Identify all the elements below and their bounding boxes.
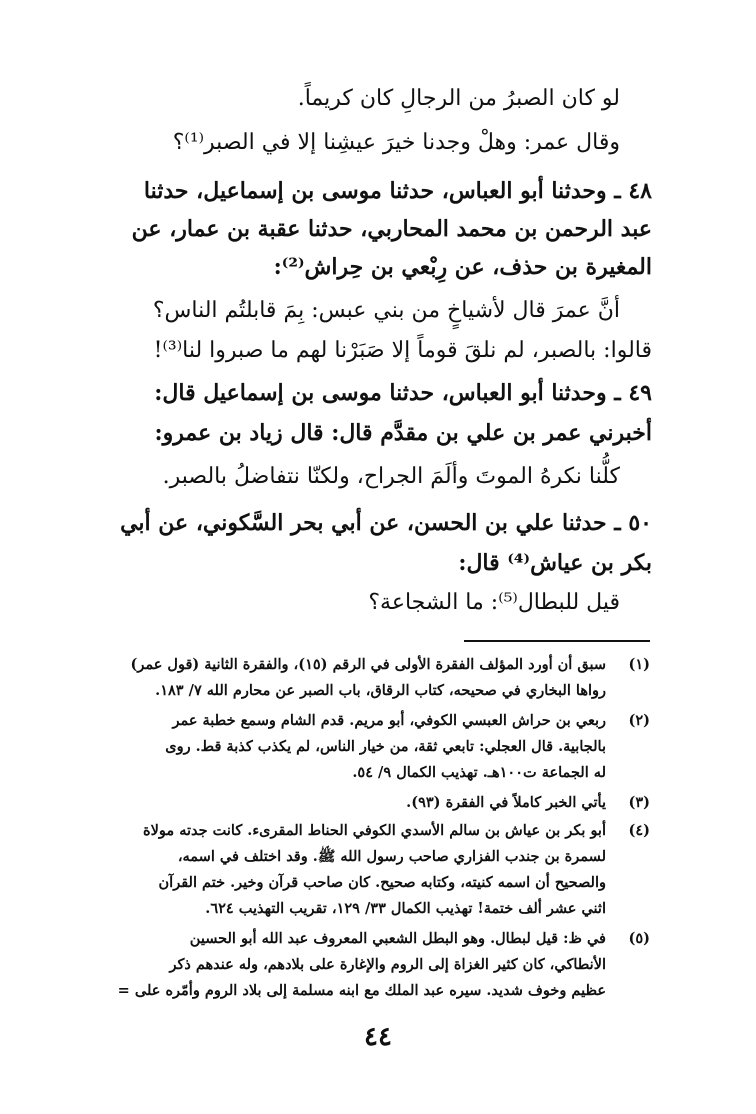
text-line-4: عبد الرحمن بن محمد المحاربي، حدثنا عقبة بن عمار، عن xyxy=(131,216,652,242)
paragraph-number: ٤٩ xyxy=(628,380,652,406)
text-line-11 xyxy=(120,508,652,539)
footnote-line: لسمرة بن جندب الفزاري صاحب رسول الله ﷺ. وقد اختلف في اسمه، xyxy=(177,848,606,865)
footnote-line: رواها البخاري في صحيحه، كتاب الرقاق، باب الصبر عن محارم الله ٧/ ١٨٣. xyxy=(155,682,606,699)
text-line-5: المغيرة بن حذف، عن رِبْعي بن حِراش⁽²⁾: xyxy=(273,254,652,280)
text-line-13: قيل للبطال⁽⁵⁾: ما الشجاعة؟ xyxy=(368,590,620,615)
text-line-12: بكر بن عياش⁽⁴⁾ قال: xyxy=(458,550,652,576)
text-line-9: أخبرني عمر بن علي بن مقدَّم قال: قال زياد بن عمرو: xyxy=(154,420,652,446)
footnote-mark: (١) xyxy=(628,656,650,673)
footnote-mark: (٤) xyxy=(628,822,650,839)
footnote-line: في ظ: قيل لبطال. وهو البطل الشعبي المعروف عبد الله أبو الحسين xyxy=(189,930,606,947)
paragraph-number: ٥٠ xyxy=(628,510,652,536)
footnote-separator xyxy=(464,640,650,642)
footnote-mark: (٣) xyxy=(628,794,650,811)
text-line-3-content: ـ وحدثنا أبو العباس، حدثنا موسى بن إسماعيل، حدثنا xyxy=(143,178,629,204)
footnote-line: أبو بكر بن عياش بن سالم الأسدي الكوفي الحناط المقرىء. كانت جدته مولاة xyxy=(143,822,606,839)
footnote-line: له الجماعة ت١٠٠هـ. تهذيب الكمال ٩/ ٥٤. xyxy=(352,764,606,781)
text-line-11-content: ـ حدثنا علي بن الحسن، عن أبي بحر السَّكوني، عن أبي xyxy=(120,510,629,536)
page-number: ٤٤ xyxy=(364,1022,392,1052)
text-line-1: لو كان الصبرُ من الرجالِ كان كريماً. xyxy=(297,86,620,111)
text-line-7: قالوا: بالصبر، لم نلقَ قوماً إلا صَبَرْنا لهم ما صبروا لنا⁽³⁾! xyxy=(153,338,652,363)
footnote-mark: (٥) xyxy=(628,930,650,947)
text-line-2: وقال عمر: وهلْ وجدنا خيرَ عيشِنا إلا في الصبر⁽¹⁾؟ xyxy=(172,130,620,155)
text-line-6: أنَّ عمرَ قال لأشياخٍ من بني عبس: بِمَ قابلتُم الناس؟ xyxy=(152,298,620,323)
footnote-line: اثني عشر ألف ختمة! تهذيب الكمال ٣٣/ ١٢٩، تقريب التهذيب ٦٢٤. xyxy=(205,900,606,917)
text-line-10: كلُّنا نكرهُ الموتَ وألَمَ الجراح، ولكنّا نتفاضلُ بالصبر. xyxy=(162,464,620,489)
footnote-line: ربعي بن حراش العبسي الكوفي، أبو مريم. قدم الشام وسمع خطبة عمر xyxy=(172,712,606,729)
text-line-3 xyxy=(144,176,652,207)
footnote-line: والصحيح أن اسمه كنيته، وكتابه صحيح. كان صاحب قرآن وخير. ختم القرآن xyxy=(158,874,606,891)
footnote-line: يأتي الخبر كاملاً في الفقرة (٩٣). xyxy=(406,794,606,811)
text-line-8 xyxy=(154,378,652,409)
paragraph-number: ٤٨ xyxy=(628,178,652,204)
footnote-line: سبق أن أورد المؤلف الفقرة الأولى في الرقم (١٥)، والفقرة الثانية (قول عمر) xyxy=(130,656,606,673)
footnote-mark: (٢) xyxy=(628,712,650,729)
text-line-8-content: ـ وحدثنا أبو العباس، حدثنا موسى بن إسماعيل قال: xyxy=(154,380,629,406)
footnote-line: الأنطاكي، كان كثير الغزاة إلى الروم والإغارة على بلادهم، وله عندهم ذكر xyxy=(169,956,606,973)
footnote-line: عظيم وخوف شديد. سيره عبد الملك مع ابنه مسلمة إلى بلاد الروم وأمّره على = xyxy=(117,982,606,999)
footnote-line: بالجابية. قال العجلي: تابعي ثقة، من خيار الناس، لم يكذب كذبة قط. روى xyxy=(165,738,606,755)
